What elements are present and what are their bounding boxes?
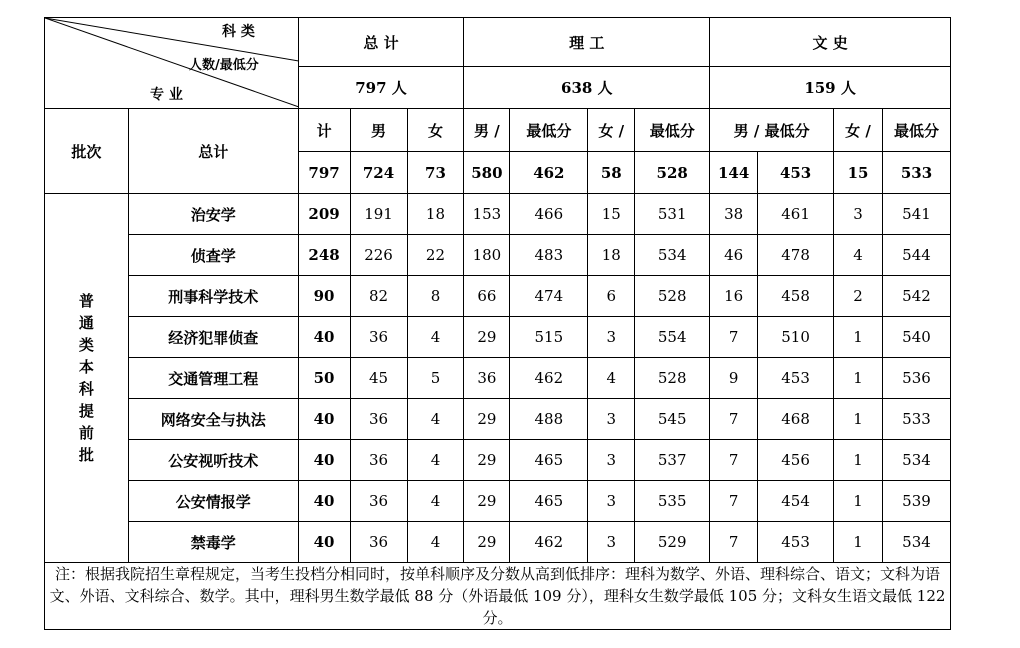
major-name: 治安学 [128,194,298,235]
cell: 153 [464,194,510,235]
corner-category-label: 科 类 [222,24,255,40]
sub-header-sci-female: 女 / [588,109,635,152]
cell: 461 [758,194,834,235]
cell: 454 [758,481,834,522]
sub-header-sci-female-min: 最低分 [635,109,710,152]
sub-header-total: 计 [298,109,350,152]
group-science-label: 理 工 [464,18,710,67]
cell: 542 [882,276,950,317]
corner-major-label: 专 业 [150,87,183,103]
cell: 3 [588,522,635,563]
summary-value: 453 [758,152,834,194]
cell: 38 [710,194,758,235]
cell: 528 [635,276,710,317]
cell: 4 [407,522,464,563]
cell: 6 [588,276,635,317]
sub-header-sci-male-min: 最低分 [510,109,588,152]
cell: 1 [834,440,883,481]
cell: 536 [882,358,950,399]
cell: 22 [407,235,464,276]
cell: 528 [635,358,710,399]
cell: 82 [350,276,407,317]
cell: 534 [882,440,950,481]
cell: 474 [510,276,588,317]
major-name: 交通管理工程 [128,358,298,399]
sub-header-arts-female: 女 / [834,109,883,152]
cell: 29 [464,317,510,358]
cell: 531 [635,194,710,235]
row-total: 40 [298,440,350,481]
cell: 466 [510,194,588,235]
cell: 462 [510,358,588,399]
table-row [45,194,951,235]
admission-score-table-area [44,17,951,627]
major-name: 侦查学 [128,235,298,276]
batch-header: 批次 [45,109,129,194]
cell: 226 [350,235,407,276]
cell: 456 [758,440,834,481]
row-total: 209 [298,194,350,235]
cell: 529 [635,522,710,563]
cell: 5 [407,358,464,399]
row-total: 40 [298,317,350,358]
major-name: 经济犯罪侦查 [128,317,298,358]
cell: 9 [710,358,758,399]
cell: 4 [407,399,464,440]
cell: 534 [882,522,950,563]
footnote: 注：根据我院招生章程规定，当考生投档分相同时，按单科顺序及分数从高到低排序：理科为数学、外语、理科综合、语文；文科为语文、外语、文科综合、数学。其中，理科男生数学最低 88 分（外语最低 109 分），理科女生数学最低 105 分；文科女生语文最低 122 分。 [45,563,951,630]
cell: 66 [464,276,510,317]
cell: 4 [588,358,635,399]
cell: 465 [510,481,588,522]
cell: 3 [834,194,883,235]
cell: 7 [710,399,758,440]
cell: 554 [635,317,710,358]
cell: 15 [588,194,635,235]
cell: 7 [710,317,758,358]
sub-header-female: 女 [407,109,464,152]
cell: 36 [350,399,407,440]
cell: 539 [882,481,950,522]
cell: 465 [510,440,588,481]
summary-value: 58 [588,152,635,194]
row-total: 40 [298,481,350,522]
cell: 8 [407,276,464,317]
cell: 191 [350,194,407,235]
summary-value: 462 [510,152,588,194]
diagonal-corner-header [45,18,299,109]
cell: 510 [758,317,834,358]
summary-value: 533 [882,152,950,194]
group-arts-label: 文 史 [710,18,951,67]
cell: 1 [834,399,883,440]
cell: 18 [407,194,464,235]
admission-score-table [44,17,951,630]
major-name: 刑事科学技术 [128,276,298,317]
row-total: 248 [298,235,350,276]
cell: 36 [350,317,407,358]
summary-value: 580 [464,152,510,194]
cell: 36 [464,358,510,399]
cell: 4 [407,440,464,481]
cell: 544 [882,235,950,276]
summary-value: 73 [407,152,464,194]
batch-name [45,194,129,563]
batch-name-text: 普通类本科提前批 [78,292,94,464]
table-row [45,276,951,317]
sub-header-sci-male: 男 / [464,109,510,152]
table-row [45,522,951,563]
summary-value: 144 [710,152,758,194]
sub-header-male: 男 [350,109,407,152]
cell: 4 [407,481,464,522]
cell: 7 [710,440,758,481]
group-arts-count: 159 人 [710,67,951,109]
summary-value: 15 [834,152,883,194]
cell: 36 [350,481,407,522]
cell: 537 [635,440,710,481]
cell: 478 [758,235,834,276]
cell: 462 [510,522,588,563]
cell: 535 [635,481,710,522]
cell: 545 [635,399,710,440]
cell: 4 [834,235,883,276]
table-row [45,399,951,440]
summary-value: 528 [635,152,710,194]
table-row [45,358,951,399]
cell: 45 [350,358,407,399]
cell: 468 [758,399,834,440]
cell: 541 [882,194,950,235]
cell: 180 [464,235,510,276]
cell: 1 [834,481,883,522]
major-name: 公安情报学 [128,481,298,522]
row-total: 40 [298,399,350,440]
cell: 7 [710,481,758,522]
cell: 29 [464,440,510,481]
cell: 46 [710,235,758,276]
cell: 488 [510,399,588,440]
cell: 16 [710,276,758,317]
cell: 18 [588,235,635,276]
row-total: 40 [298,522,350,563]
table-row [45,481,951,522]
cell: 36 [350,440,407,481]
summary-value: 724 [350,152,407,194]
cell: 534 [635,235,710,276]
cell: 36 [350,522,407,563]
summary-value: 797 [298,152,350,194]
cell: 3 [588,440,635,481]
cell: 1 [834,317,883,358]
cell: 540 [882,317,950,358]
cell: 483 [510,235,588,276]
cell: 7 [710,522,758,563]
sub-header-arts-female-min: 最低分 [882,109,950,152]
cell: 3 [588,399,635,440]
summary-header: 总计 [128,109,298,194]
cell: 4 [407,317,464,358]
major-name: 公安视听技术 [128,440,298,481]
sub-header-arts-male-min: 男 / 最低分 [710,109,834,152]
cell: 533 [882,399,950,440]
cell: 3 [588,481,635,522]
table-row [45,317,951,358]
corner-count-min-label: 人数/最低分 [189,58,259,73]
cell: 515 [510,317,588,358]
group-total-label: 总 计 [298,18,464,67]
major-name: 禁毒学 [128,522,298,563]
table-row [45,440,951,481]
cell: 1 [834,358,883,399]
cell: 458 [758,276,834,317]
cell: 2 [834,276,883,317]
major-name: 网络安全与执法 [128,399,298,440]
cell: 453 [758,522,834,563]
cell: 29 [464,522,510,563]
group-total-count: 797 人 [298,67,464,109]
cell: 3 [588,317,635,358]
cell: 29 [464,481,510,522]
table-row [45,235,951,276]
row-total: 50 [298,358,350,399]
cell: 29 [464,399,510,440]
cell: 453 [758,358,834,399]
group-science-count: 638 人 [464,67,710,109]
row-total: 90 [298,276,350,317]
cell: 1 [834,522,883,563]
